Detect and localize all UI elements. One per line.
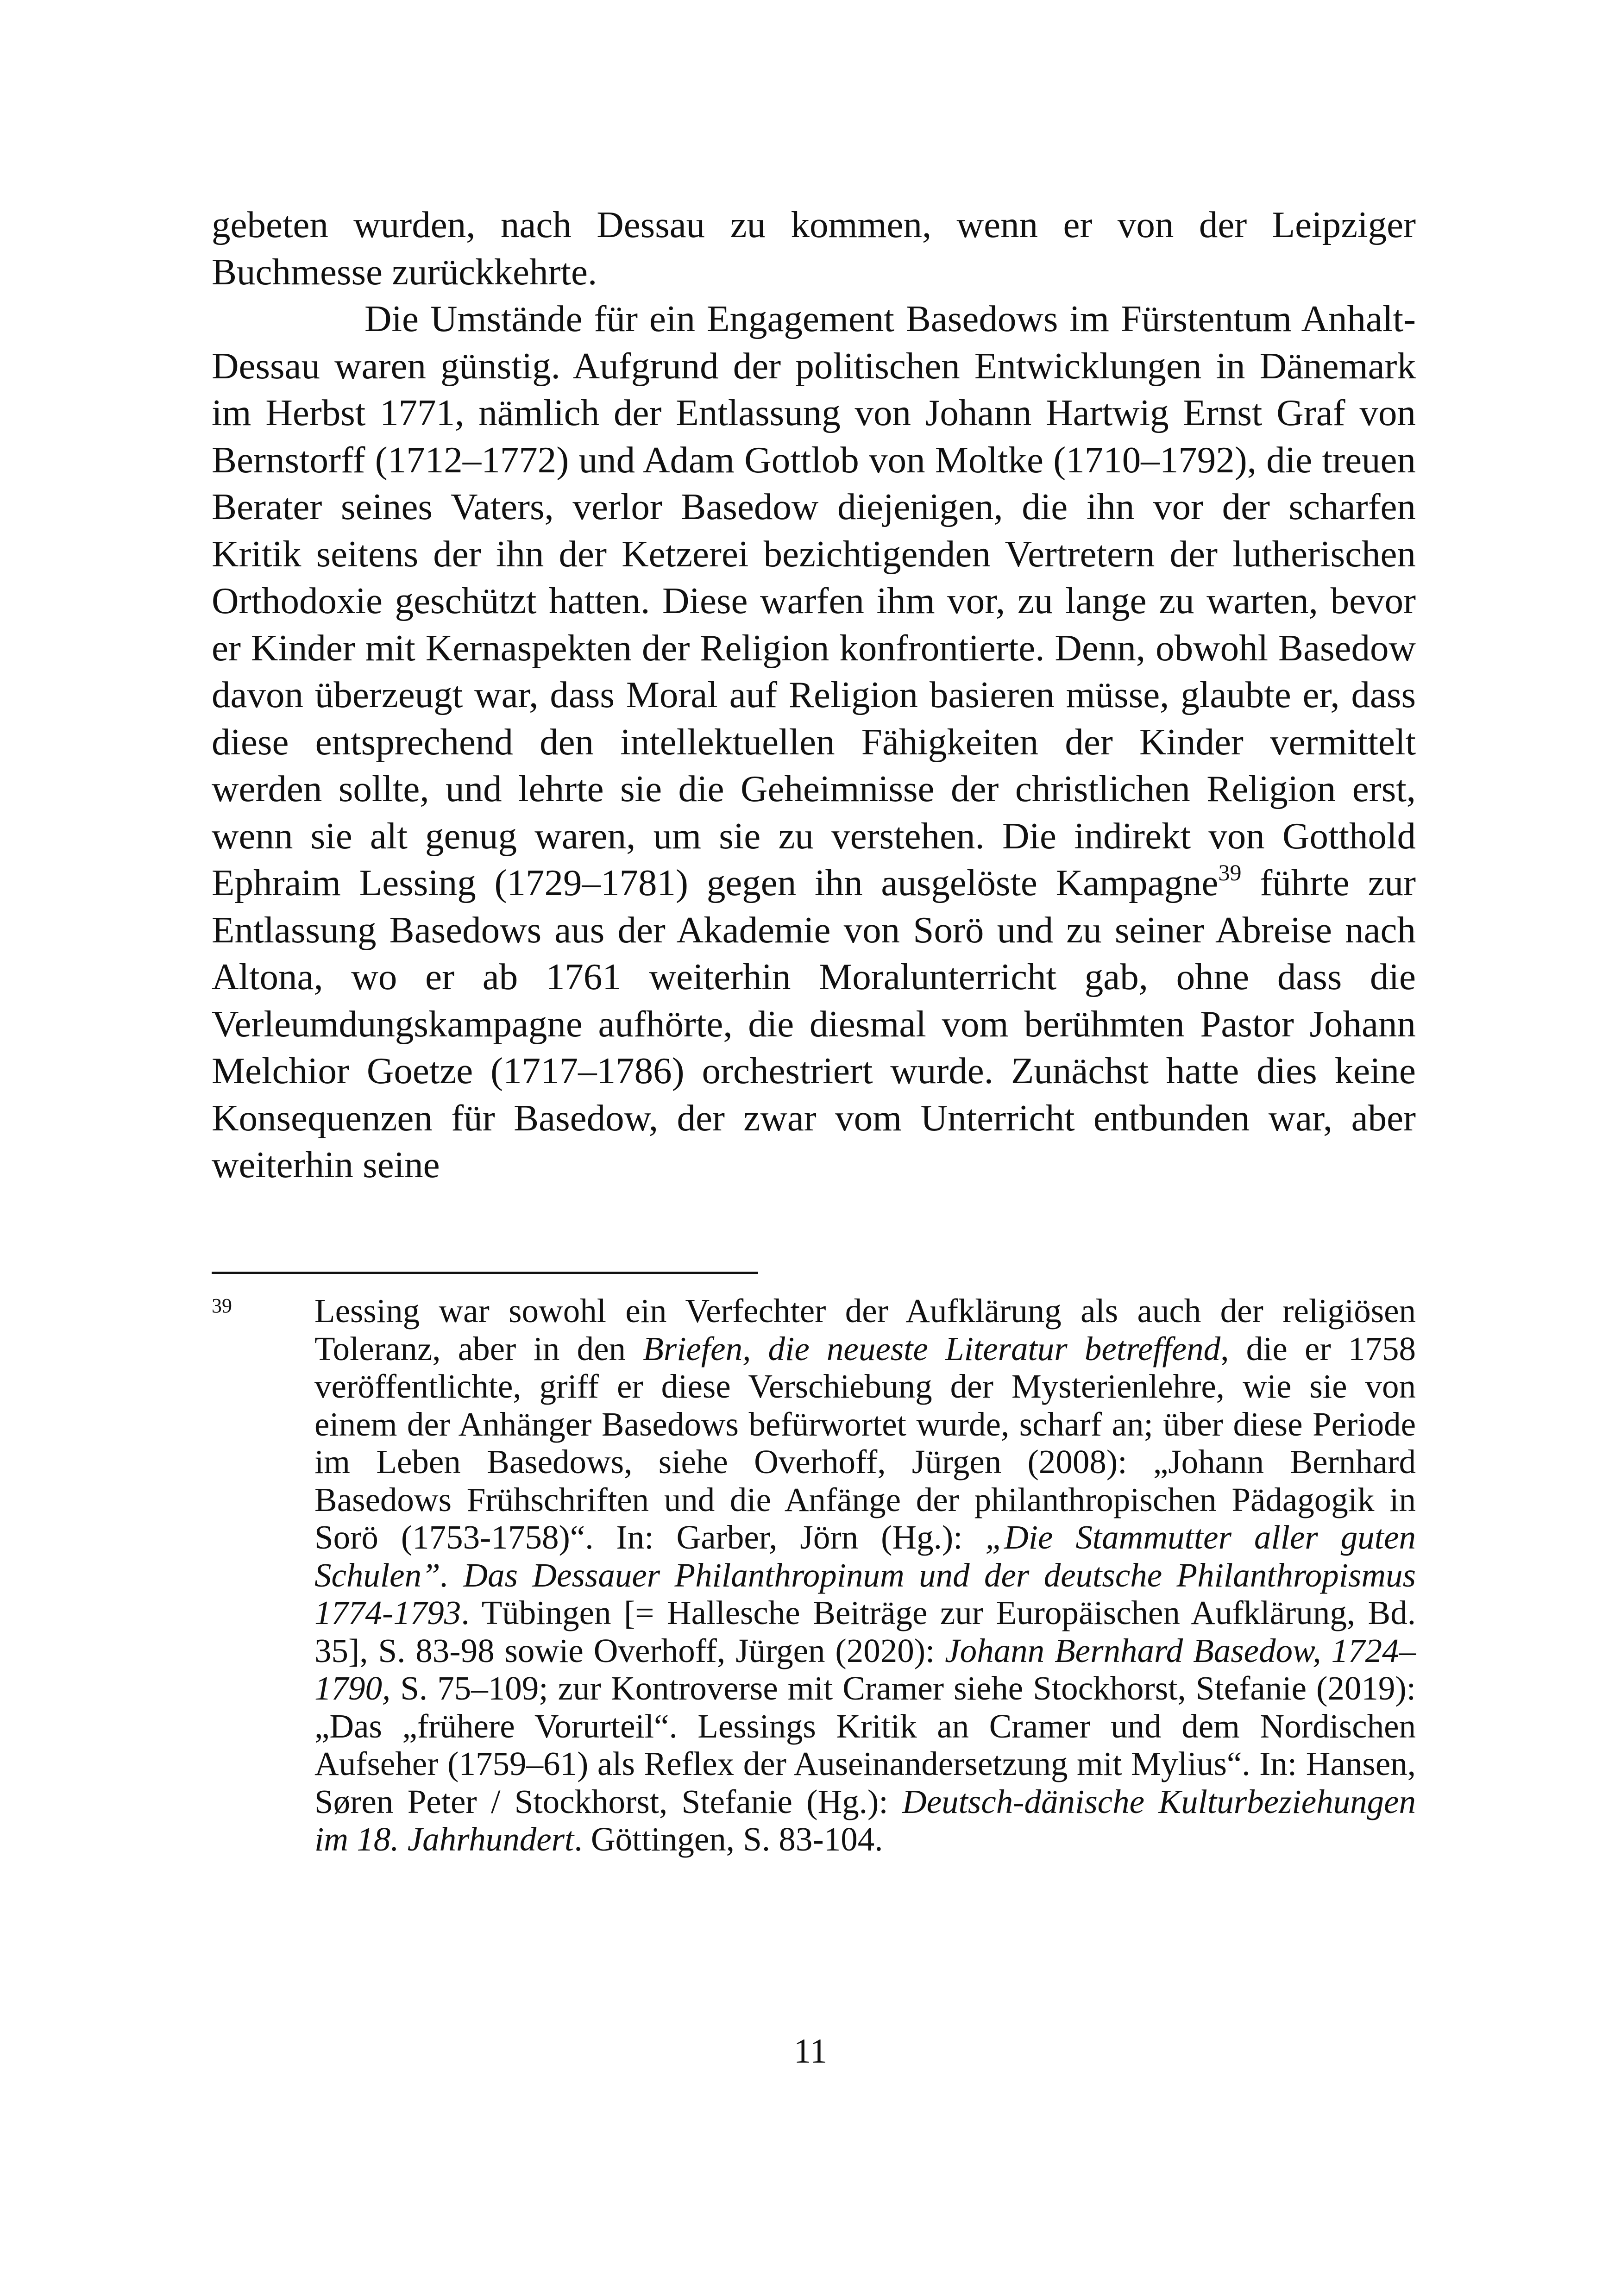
footnote-text-5: . Göttingen, S. 83-104. bbox=[574, 1820, 883, 1858]
footnote-number: 39 bbox=[212, 1294, 232, 1317]
footnote-title-briefen: Briefen, die neueste Literatur betreffend bbox=[643, 1330, 1221, 1368]
paragraph-1: gebeten wurden, nach Dessau zu kommen, wenn er von der Leipziger Buchmesse zurückkehrte. bbox=[212, 204, 1416, 293]
body-text bbox=[212, 201, 1416, 1189]
footnote-title-stammutter: „Die Stammutter aller guten Schulen”. Das Dessauer Philanthropinum und der deutsche Philanthropismus 1774-1793 bbox=[314, 1518, 1416, 1631]
paragraph-2-part-2: führte zur Entlassung Basedows aus der Akademie von Sorö und zu seiner Abreise nach Altona, wo er ab 1761 weiterhin Moralunterricht gab, ohne dass die Verleumdungskampagne aufhörte, die diesmal vom berühmten Pastor Johann Melchior Goetze (1717–1786) orchestriert wurde. Zunächst hatte dies keine Konsequenzen für Basedow, der zwar vom Unterricht entbunden war, aber weiterhin seine bbox=[212, 862, 1416, 1186]
footnote-text-3: . Tübingen [= Hallesche Beiträge zur Europäischen Aufklärung, Bd. 35], S. 83-98 sowie Overhoff, Jürgen (2020): bbox=[314, 1594, 1416, 1669]
footnote-text bbox=[314, 1292, 1416, 1858]
paragraph-2-part-1: Die Umstände für ein Engagement Basedows im Fürstentum Anhalt-Dessau waren günstig. Aufgrund der politischen Entwicklungen in Dänemark im Herbst 1771, nämlich der Entlassung von Johann Hartwig Ernst Graf von Bernstorff (1712–1772) und Adam Gottlob von Moltke (1710–1792), die treuen Berater seines Vaters, verlor Basedow diejenigen, die ihn vor der scharfen Kritik seitens der ihn der Ketzerei bezichtigenden Vertretern der lutherischen Orthodoxie geschützt hatten. Diese warfen ihm vor, zu lange zu warten, bevor er Kinder mit Kernaspekten der Religion konfrontierte. Denn, obwohl Basedow davon überzeugt war, dass Moral auf Religion basieren müsse, glaubte er, dass diese entsprechend den intellektuellen Fähigkeiten der Kinder vermittelt werden sollte, und lehrte sie die Geheimnisse der christlichen Religion erst, wenn sie alt genug waren, um sie zu verstehen. Die indirekt von Gotthold Ephraim Lessing (1729–1781) gegen ihn ausgelöste Kampagne bbox=[212, 298, 1416, 903]
footnote-title-kulturbeziehungen: Deutsch-dänische Kulturbeziehungen im 18. Jahrhundert bbox=[314, 1782, 1416, 1858]
page-number: 11 bbox=[793, 2032, 828, 2070]
footnote-reference[interactable]: 39 bbox=[1218, 859, 1242, 885]
footnote-text-2: , die er 1758 veröffentlichte, griff er diese Verschiebung der Mysterienlehre, wie sie von einem der Anhänger Basedows befürwortet wurde, scharf an; über diese Periode im Leben Basedows, siehe Overhoff, Jürgen (2008): „Johann Bernhard Basedows Frühschriften und die Anfänge der philanthropischen Pädagogik in Sorö (1753-1758)“. In: Garber, Jörn (Hg.): bbox=[314, 1330, 1416, 1556]
footnote-text-1: Lessing war sowohl ein Verfechter der Aufklärung als auch der religiösen Toleranz, aber in den bbox=[314, 1292, 1416, 1368]
footnote-title-basedow: Johann Bernhard Basedow, 1724–1790, bbox=[314, 1631, 1416, 1707]
footnote bbox=[212, 1292, 1416, 1858]
footnote-text-4: S. 75–109; zur Kontroverse mit Cramer siehe Stockhorst, Stefanie (2019): „Das „frühere Vorurteil“. Lessings Kritik an Cramer und dem Nordischen Aufseher (1759–61) als Reflex der Auseinandersetzung mit Mylius“. In: Hansen, Søren Peter / Stockhorst, Stefanie (Hg.): bbox=[314, 1669, 1416, 1820]
footnote-separator bbox=[212, 1272, 758, 1274]
